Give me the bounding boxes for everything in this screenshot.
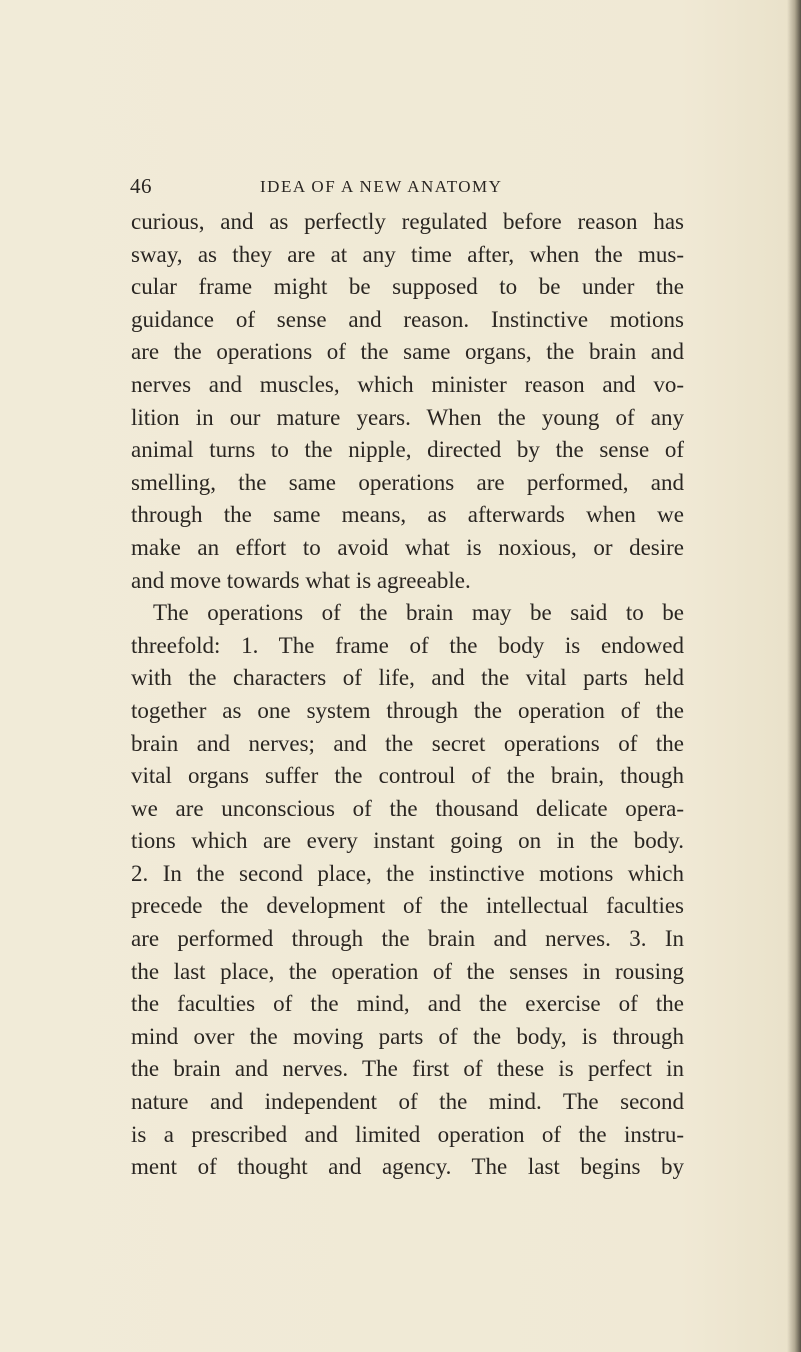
text-line: vital organs suffer the controul of the brain, though <box>131 763 684 789</box>
text-line: lition in our mature years. When the young of any <box>131 404 684 430</box>
text-line-paragraph-end: and move towards what is agreeable. <box>131 567 471 593</box>
text-line: make an effort to avoid what is noxious, or desire <box>131 534 684 560</box>
text-line: 2. In the second place, the instinctive motions which <box>131 860 684 886</box>
text-line: the faculties of the mind, and the exercise of the <box>131 991 684 1017</box>
text-line: sway, as they are at any time after, when the mus- <box>131 241 684 267</box>
text-line: tions which are every instant going on in the body. <box>131 828 684 854</box>
text-line: is a prescribed and limited operation of the instru- <box>131 1121 684 1147</box>
text-line: we are unconscious of the thousand delicate opera- <box>131 795 684 821</box>
text-line: are the operations of the same organs, the brain and <box>131 339 684 365</box>
text-line: together as one system through the operation of the <box>131 697 684 723</box>
text-line: guidance of sense and reason. Instinctive motions <box>131 306 684 332</box>
text-line-paragraph-start: The operations of the brain may be said to be <box>153 600 684 626</box>
text-line: through the same means, as afterwards when we <box>131 502 684 528</box>
text-line: mind over the moving parts of the body, is through <box>131 1023 684 1049</box>
text-line: ment of thought and agency. The last begins by <box>131 1154 684 1180</box>
page-edge-shadow <box>787 0 801 1352</box>
text-line: with the characters of life, and the vital parts held <box>131 665 684 691</box>
text-line: precede the development of the intellectual faculties <box>131 893 684 919</box>
text-line: brain and nerves; and the secret operations of the <box>131 730 684 756</box>
text-line: cular frame might be supposed to be under the <box>131 274 684 300</box>
text-line: the last place, the operation of the senses in rousing <box>131 958 684 984</box>
page-number: 46 <box>130 174 152 198</box>
text-line: smelling, the same operations are performed, and <box>131 469 684 495</box>
text-line: the brain and nerves. The first of these is perfect in <box>131 1056 684 1082</box>
text-line: nature and independent of the mind. The second <box>131 1089 684 1115</box>
running-head: IDEA OF A NEW ANATOMY <box>260 177 503 196</box>
body-text <box>131 206 684 1184</box>
text-line: threefold: 1. The frame of the body is endowed <box>131 632 684 658</box>
text-line: nerves and muscles, which minister reason and vo- <box>131 371 684 397</box>
text-line: curious, and as perfectly regulated before reason has <box>131 209 684 234</box>
page-header <box>130 174 690 200</box>
text-line: are performed through the brain and nerves. 3. In <box>131 926 684 952</box>
text-line: animal turns to the nipple, directed by the sense of <box>131 437 684 463</box>
